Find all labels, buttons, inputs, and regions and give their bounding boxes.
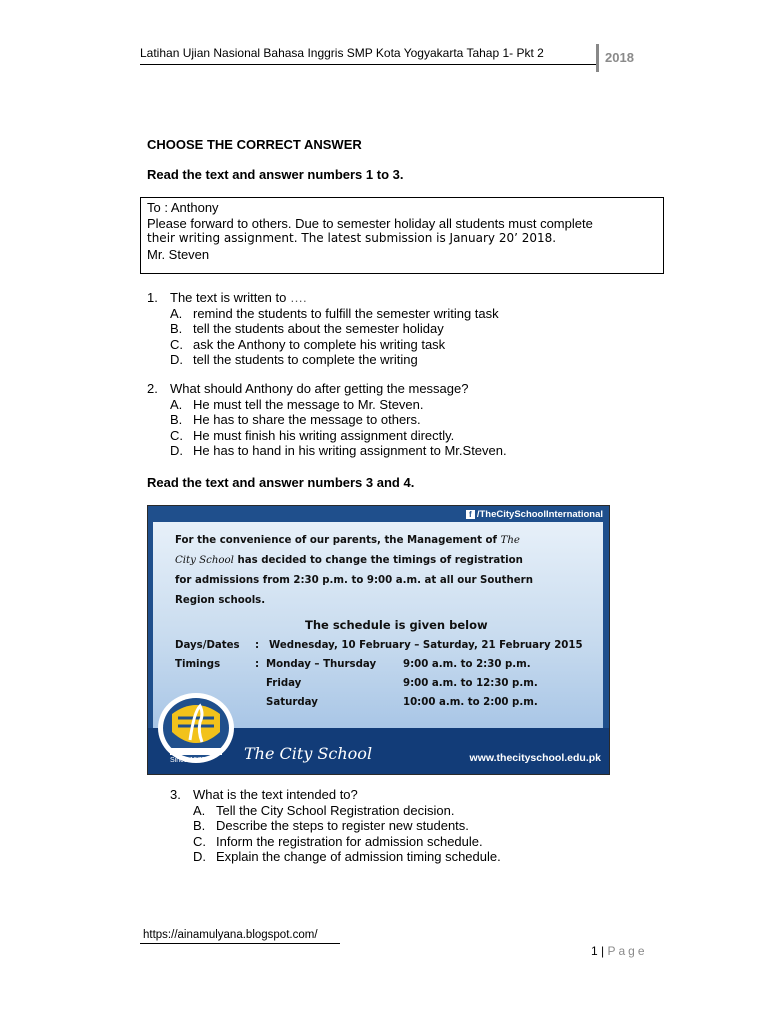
question-2 [147, 381, 507, 459]
option-d[interactable] [147, 352, 499, 368]
option-letter: C. [170, 336, 183, 352]
option-b[interactable] [170, 818, 501, 834]
header-divider [596, 44, 599, 72]
option-c[interactable] [147, 428, 507, 444]
timings-colon: : [255, 659, 260, 670]
option-letter: D. [170, 352, 183, 367]
option-text: tell the students about the semester holiday [193, 321, 444, 336]
instruction-1: Read the text and answer numbers 1 to 3. [147, 167, 404, 182]
option-letter: B. [170, 412, 183, 427]
notice-text: For the convenience of our parents, the Management of [175, 535, 501, 546]
option-a[interactable] [170, 803, 501, 819]
schedule-day: Monday – Thursday [266, 659, 377, 670]
option-a[interactable] [147, 306, 499, 322]
memo-line-1: To : Anthony [147, 200, 219, 215]
question-text: The text is written to [170, 290, 290, 305]
option-b[interactable] [147, 412, 507, 428]
option-letter: D. [193, 849, 206, 864]
option-text: Describe the steps to register new students. [216, 818, 469, 833]
notice-text: has decided to change the timings of registration [233, 555, 523, 566]
option-text: Explain the change of admission timing schedule. [216, 849, 501, 864]
schedule-title: The schedule is given below [305, 618, 488, 632]
timings-label: Timings [175, 659, 221, 670]
option-c[interactable] [147, 337, 499, 353]
header-title: Latihan Ujian Nasional Bahasa Inggris SMP Kota Yogyakarta Tahap 1- Pkt 2 [140, 46, 544, 60]
option-text: tell the students to complete the writing [193, 352, 418, 367]
option-b[interactable] [147, 321, 499, 337]
page-number [591, 944, 648, 958]
option-letter: D. [170, 443, 183, 458]
section-title: CHOOSE THE CORRECT ANSWER [147, 137, 362, 152]
schedule-time: 9:00 a.m. to 2:30 p.m. [403, 659, 531, 670]
schedule-time: 9:00 a.m. to 12:30 p.m. [403, 678, 538, 689]
option-letter: C. [193, 833, 206, 849]
option-text: Inform the registration for admission schedule. [216, 833, 483, 849]
option-d[interactable] [147, 443, 507, 459]
school-website: www.thecityschool.edu.pk [469, 752, 601, 764]
notice-line-2 [175, 555, 523, 566]
footer-link[interactable]: https://ainamulyana.blogspot.com/ [143, 929, 318, 941]
school-name: The City School [244, 744, 373, 763]
question-number: 3. [170, 787, 181, 802]
facebook-icon: f [466, 510, 475, 519]
option-letter: A. [170, 396, 183, 412]
header-rule [140, 64, 596, 65]
option-letter: A. [170, 305, 183, 321]
question-3 [170, 787, 501, 865]
schedule-day: Friday [266, 678, 302, 689]
question-1 [147, 290, 499, 368]
option-c[interactable] [170, 834, 501, 850]
notice-line-4: Region schools. [175, 595, 266, 606]
notice-line-3: for admissions from 2:30 p.m. to 9:00 a.m. at all our Southern [175, 575, 533, 586]
question-text: What should Anthony do after getting the message? [170, 381, 469, 396]
days-label: Days/Dates [175, 640, 240, 651]
schedule-day: Saturday [266, 697, 318, 708]
memo-line-4: Mr. Steven [147, 246, 210, 262]
facebook-handle [466, 509, 603, 520]
notice-script-text: The [500, 535, 520, 546]
question-text: What is the text intended to? [193, 787, 358, 802]
option-text: He has to share the message to others. [193, 412, 421, 427]
option-text: ask the Anthony to complete his writing task [193, 336, 446, 352]
question-number: 1. [147, 290, 158, 305]
memo-line-3: their writing assignment. The latest submission is January 20’ 2018. [147, 231, 557, 245]
facebook-text: /TheCitySchoolInternational [476, 509, 603, 520]
days-value: Wednesday, 10 February – Saturday, 21 February 2015 [269, 640, 583, 651]
city-school-notice [147, 505, 610, 775]
instruction-2: Read the text and answer numbers 3 and 4. [147, 475, 415, 490]
days-colon: : [255, 640, 260, 651]
option-text: Tell the City School Registration decision. [216, 802, 455, 818]
page-number-value: 1 [591, 944, 598, 958]
memo-box [140, 197, 664, 274]
option-d[interactable] [170, 849, 501, 865]
footer-rule [140, 943, 340, 944]
schedule-time: 10:00 a.m. to 2:00 p.m. [403, 697, 538, 708]
option-letter: B. [170, 321, 183, 336]
option-text: He must finish his writing assignment directly. [193, 427, 455, 443]
header-year: 2018 [605, 50, 634, 65]
question-text-tail: …. [289, 290, 307, 305]
page-word: Page [607, 944, 648, 958]
option-text: He must tell the message to Mr. Steven. [193, 396, 424, 412]
option-a[interactable] [147, 397, 507, 413]
notice-script-text: City School [175, 555, 234, 566]
question-number: 2. [147, 381, 158, 396]
option-letter: B. [193, 818, 206, 833]
page-separator: | [601, 944, 605, 958]
option-letter: A. [193, 802, 206, 818]
notice-line-1 [175, 535, 520, 546]
option-text: remind the students to fulfill the semester writing task [193, 305, 499, 321]
option-text: He has to hand in his writing assignment to Mr.Steven. [193, 443, 507, 458]
memo-line-2: Please forward to others. Due to semester holiday all students must complete [147, 215, 593, 231]
since-text: Since 1978 [170, 757, 206, 764]
option-letter: C. [170, 427, 183, 443]
